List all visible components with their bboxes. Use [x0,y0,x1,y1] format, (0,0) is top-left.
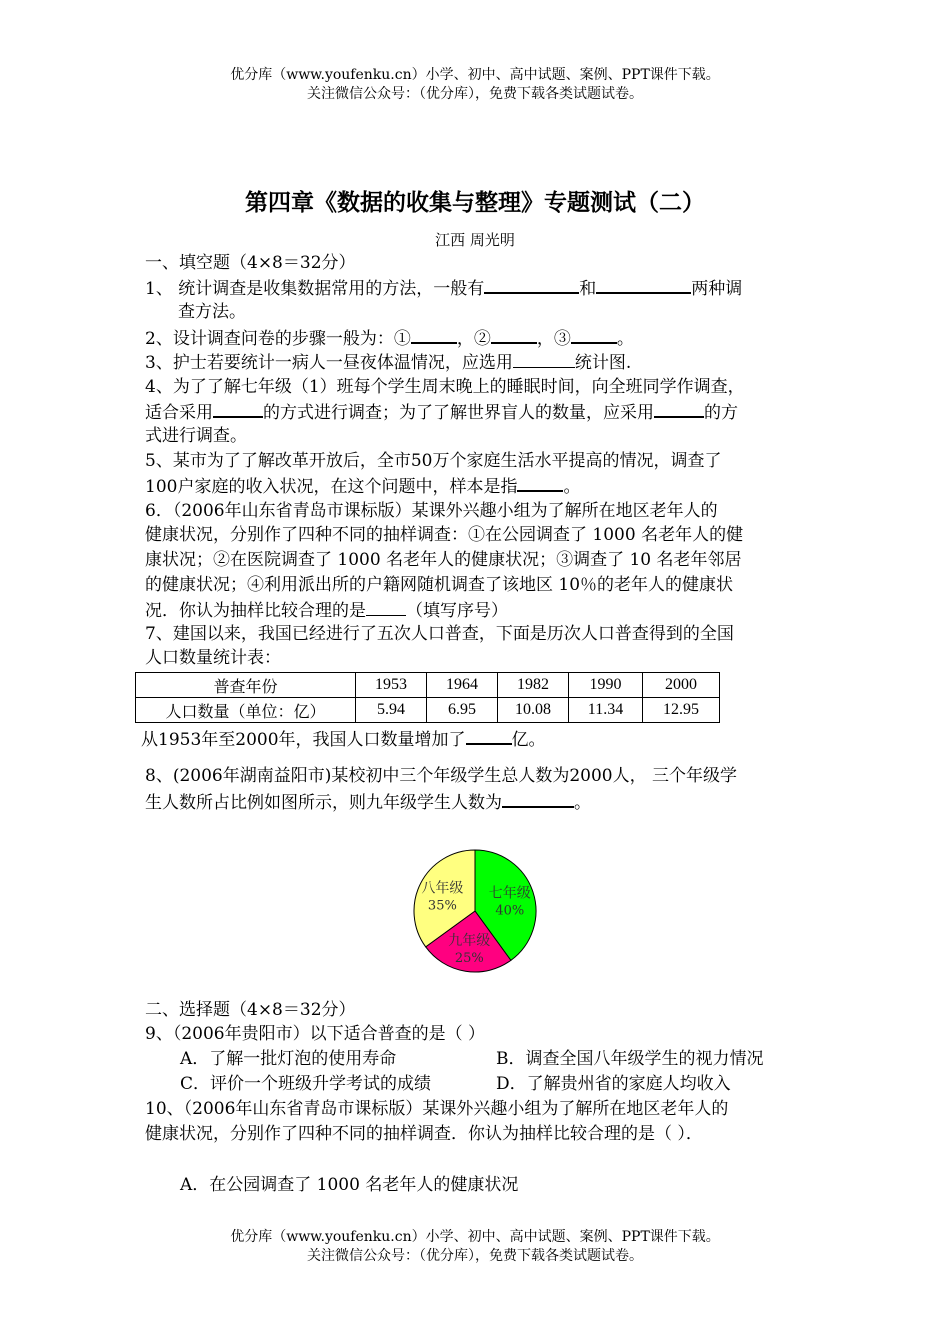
answer-blank [513,351,575,368]
table-cell: 1953 [356,673,427,698]
page-title: 第四章《数据的收集与整理》专题测试（二） [245,190,705,216]
pie-label-3: 八年级 [421,880,464,897]
table-cell: 1982 [498,673,569,698]
footer-line-2: 关注微信公众号：（优分库），免费下载各类试题试卷。 [307,1248,643,1264]
question-5-line-2: 100户家庭的收入状况，在这个问题中，样本是指 。 [145,474,580,498]
answer-blank [502,790,574,808]
q10-option-a: A．在公园调查了 1000 名老年人的健康状况 [180,1175,519,1195]
section-fill-blank: 一、填空题（4×8＝32分） [145,253,356,273]
pie-value-1: 40% [495,903,525,919]
question-7-line-3: 从1953年至2000年，我国人口数量增加了 亿。 [141,727,546,751]
table-cell: 12.95 [643,698,720,723]
table-header-cell: 人口数量（单位：亿） [136,698,356,723]
table-row [136,698,720,723]
pie-value-2: 25% [454,951,484,967]
table-cell: 10.08 [498,698,569,723]
header-line-1: 优分库（www.youfenku.cn）小学、初中、高中试题、案例、PPT课件下载。 [230,67,720,83]
question-10-line-2: 健康状况，分别作了四种不同的抽样调查．你认为抽样比较合理的是（ ）． [145,1124,703,1144]
q9-option-b: B．调查全国八年级学生的视力情况 [496,1049,764,1069]
answer-blank [213,400,263,418]
question-4-line-3: 式进行调查。 [145,426,247,446]
answer-blank [366,599,406,616]
table-cell: 1964 [427,673,498,698]
question-2: 2、设计调查问卷的步骤一般为：① ，② ，③ 。 [145,326,634,350]
question-6-line-2: 健康状况，分别作了四种不同的抽样调查：①在公园调查了 1000 名老年人的健 [145,525,744,545]
question-7-line-2: 人口数量统计表： [145,648,281,668]
header-line-2: 关注微信公众号：（优分库），免费下载各类试题试卷。 [307,86,643,102]
table-cell: 11.34 [569,698,643,723]
question-6-line-3: 康状况；②在医院调查了 1000 名老年人的健康状况；③调查了 10 名老年邻居 [145,550,742,570]
q9-option-c: C．评价一个班级升学考试的成绩 [180,1074,432,1094]
pie-label-2: 九年级 [448,933,491,950]
question-7: 7、建国以来，我国已经进行了五次人口普查，下面是历次人口普查得到的全国 [145,624,734,644]
question-1-cont: 查方法。 [178,302,246,322]
answer-blank [466,727,512,745]
answer-blank [571,326,617,344]
grade-pie-chart [400,836,550,986]
answer-blank [654,400,704,418]
table-header-cell: 普查年份 [136,673,356,698]
question-4-line-2: 适合采用 的方式进行调查；为了了解世界盲人的数量，应采用 的方 [145,400,738,424]
question-10: 10、（2006年山东省青岛市课标版）某课外兴趣小组为了解所在地区老年人的 [145,1099,729,1119]
question-6-line-4: 的健康状况；④利用派出所的户籍网随机调查了该地区 10％的老年人的健康状 [145,575,734,595]
table-cell: 6.95 [427,698,498,723]
pie-label-1: 七年级 [488,885,531,902]
table-cell: 2000 [643,673,720,698]
answer-blank [491,326,537,344]
question-1: 1、 统计调查是收集数据常用的方法，一般有 和 两种调 [145,276,742,300]
table-cell: 5.94 [356,698,427,723]
question-3: 3、护士若要统计一病人一昼夜体温情况，应选用 统计图. [145,353,632,373]
question-5: 5、某市为了了解改革开放后，全市50万个家庭生活水平提高的情况，调查了 [145,451,722,471]
population-table [135,672,720,723]
table-cell: 1990 [569,673,643,698]
answer-blank [484,276,579,294]
question-6-line-5: 况．你认为抽样比较合理的是 （填写序号） [145,601,508,621]
section-multiple-choice: 二、选择题（4×8＝32分） [145,1000,356,1020]
answer-blank [517,474,563,492]
question-6: 6．（2006年山东省青岛市课标版）某课外兴趣小组为了解所在地区老年人的 [145,501,718,521]
answer-blank [411,326,457,344]
question-4: 4、为了了解七年级（1）班每个学生周末晚上的睡眠时间，向全班同学作调查， [145,377,745,397]
question-8-line-2: 生人数所占比例如图所示，则九年级学生人数为 。 [145,790,591,814]
q9-option-a: A．了解一批灯泡的使用寿命 [180,1049,397,1069]
footer-line-1: 优分库（www.youfenku.cn）小学、初中、高中试题、案例、PPT课件下载。 [230,1229,720,1245]
question-9: 9、（2006年贵阳市）以下适合普查的是（ ） [145,1024,485,1044]
pie-value-3: 35% [427,898,457,914]
table-row [136,673,720,698]
question-8: 8、(2006年湖南益阳市)某校初中三个年级学生总人数为2000人， 三个年级学 [145,766,738,786]
q9-option-d: D．了解贵州省的家庭人均收入 [496,1074,731,1094]
author: 江西 周光明 [435,231,515,249]
answer-blank [596,276,691,294]
